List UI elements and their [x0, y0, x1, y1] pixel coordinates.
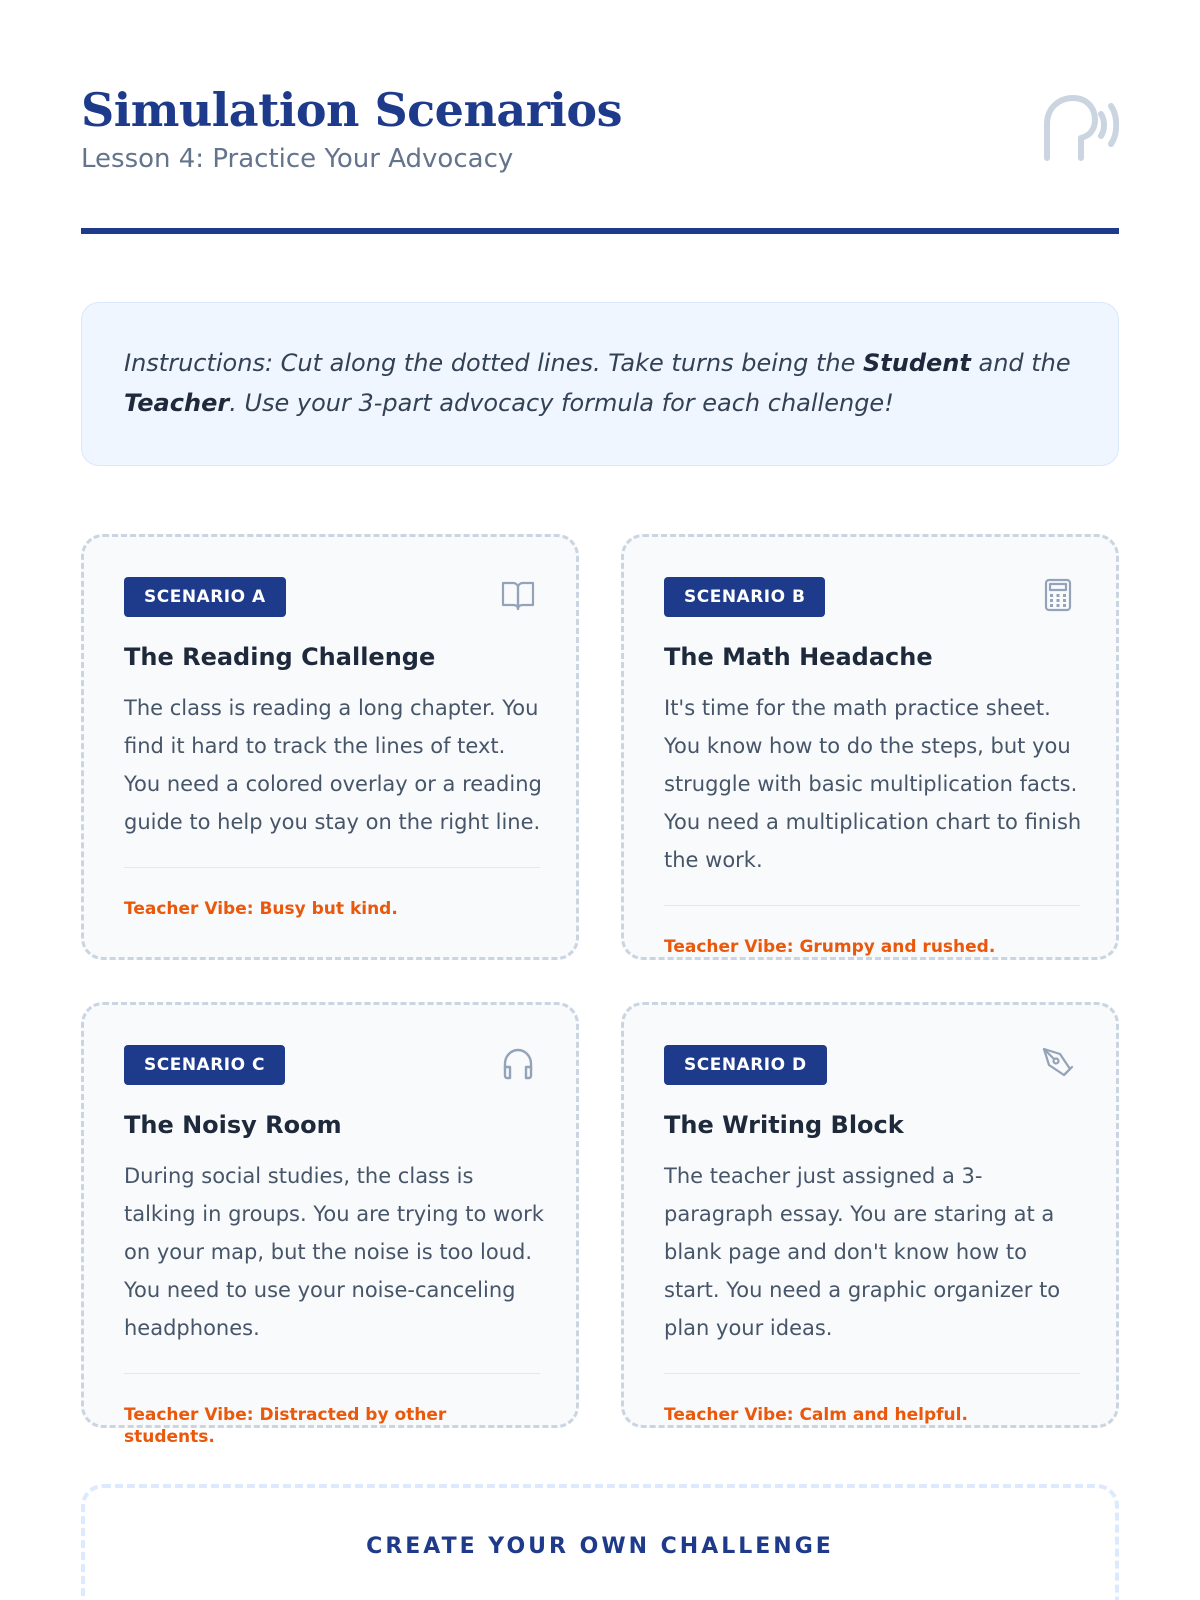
scenario-badge: SCENARIO A [124, 577, 286, 617]
speaking-head-icon [1039, 94, 1119, 166]
scenario-body: The teacher just assigned a 3-paragraph essay. You are staring at a blank page and don't know how to start. You need a graphic organizer to plan your ideas. [664, 1164, 1061, 1340]
scenario-body: The class is reading a long chapter. You find it hard to track the lines of text. You need a colored overlay or a reading guide to help you stay on the right line. [124, 696, 542, 834]
instructions-student: Student [863, 349, 971, 377]
instructions-teacher: Teacher [124, 389, 230, 417]
teacher-vibe: Teacher Vibe: Busy but kind. [124, 899, 398, 919]
instructions-text-1: Instructions: Cut along the dotted lines. Take turns being the [124, 349, 863, 377]
scenario-title: The Noisy Room [124, 1111, 342, 1139]
page-header [81, 0, 1119, 234]
teacher-vibe: Teacher Vibe: Grumpy and rushed. [664, 937, 996, 957]
scenario-card-c [81, 1002, 579, 1447]
instructions-text-3: . Use your 3-part advocacy formula for each challenge! [229, 389, 894, 417]
scenario-badge: SCENARIO D [664, 1045, 827, 1085]
calculator-icon [1040, 577, 1076, 613]
instructions-box [81, 302, 1119, 466]
page-subtitle: Lesson 4: Practice Your Advocacy [81, 144, 514, 174]
card-divider [124, 1373, 540, 1374]
card-divider [664, 1373, 1080, 1374]
scenario-card-b [621, 534, 1119, 960]
scenario-grid [81, 534, 1119, 1447]
teacher-vibe: Teacher Vibe: Calm and helpful. [664, 1405, 968, 1425]
book-open-icon [500, 577, 536, 613]
scenario-body: During social studies, the class is talking in groups. You are trying to work on your map, but the noise is too loud. You need to use your noise-canceling headphones. [124, 1164, 544, 1340]
card-divider [664, 905, 1080, 906]
headphones-icon [500, 1045, 536, 1081]
scenario-card-d [621, 1002, 1119, 1428]
pen-nib-icon [1040, 1045, 1076, 1081]
scenario-body: It's time for the math practice sheet. You know how to do the steps, but you struggle with basic multiplication facts. You need a multiplication chart to finish the work. [664, 696, 1082, 872]
create-own-challenge-title: CREATE YOUR OWN CHALLENGE [366, 1534, 834, 1559]
page-title: Simulation Scenarios [81, 83, 622, 137]
scenario-title: The Math Headache [664, 643, 933, 671]
scenario-title: The Writing Block [664, 1111, 904, 1139]
scenario-title: The Reading Challenge [124, 643, 436, 671]
instructions-text-2: and the [970, 349, 1071, 377]
teacher-vibe: Teacher Vibe: Distracted by other students. [124, 1405, 447, 1447]
scenario-badge: SCENARIO B [664, 577, 825, 617]
card-divider [124, 867, 540, 868]
scenario-badge: SCENARIO C [124, 1045, 285, 1085]
create-own-challenge-box [81, 1484, 1119, 1600]
scenario-card-a [81, 534, 579, 960]
